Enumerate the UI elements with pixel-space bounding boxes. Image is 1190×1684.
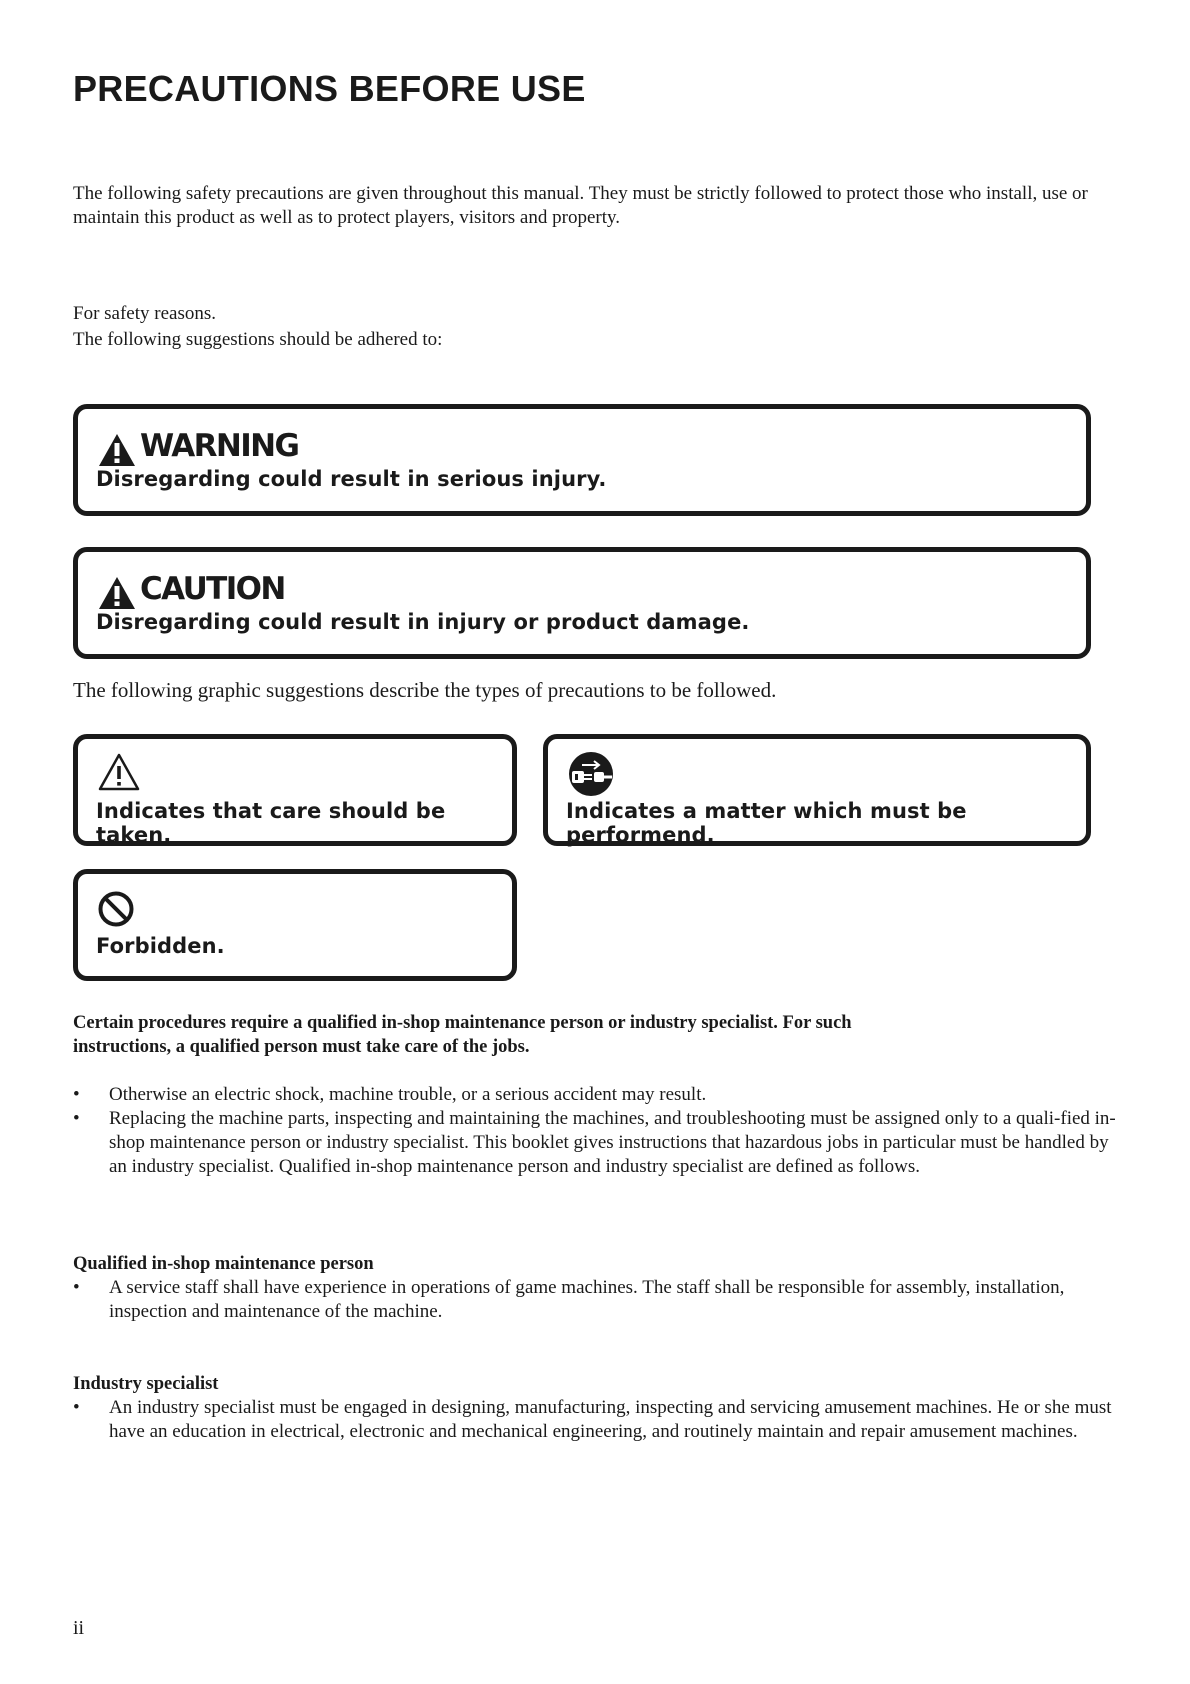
unplug-power-icon: [568, 751, 614, 797]
list-item-text: An industry specialist must be engaged in designing, manufacturing, inspecting and servicing amusement machines. He or she must have an education in electrical, electronic and mechanical engineering, and routinely maintain and repair amusement machines.: [109, 1397, 1112, 1442]
caution-heading: CAUTION: [140, 571, 285, 607]
warning-heading: WARNING: [140, 428, 299, 464]
page-title: PRECAUTIONS BEFORE USE: [73, 68, 586, 109]
caution-box: [73, 547, 1091, 659]
bullet-marker: •: [73, 1084, 80, 1105]
list-item: [73, 1276, 1125, 1324]
warning-text: Disregarding could result in serious injury.: [96, 467, 607, 491]
qualified-note-line2: instructions, a qualified person must take care of the jobs.: [73, 1037, 530, 1057]
bullet-marker: •: [73, 1108, 80, 1129]
definition-list: [73, 1276, 1125, 1324]
caution-outline-triangle-icon: [98, 753, 140, 791]
care-text: Indicates that care should be taken.: [96, 799, 446, 847]
list-item: [73, 1396, 1125, 1444]
page-number: ii: [73, 1617, 85, 1639]
care-box: [73, 734, 517, 846]
warning-triangle-icon: [98, 433, 136, 467]
list-item-text: Otherwise an electric shock, machine trouble, or a serious accident may result.: [109, 1084, 707, 1105]
intro-paragraph: The following safety precautions are given throughout this manual. They must be strictly followed to protect those who install, use or maintain this product as well as to protect players, visitors and property.: [73, 183, 1088, 228]
graphic-intro-text: The following graphic suggestions describe the types of precautions to be followed.: [73, 678, 777, 702]
adhere-suggestions-text: The following suggestions should be adhered to:: [73, 329, 443, 350]
forbidden-box: [73, 869, 517, 981]
caution-text: Disregarding could result in injury or product damage.: [96, 610, 750, 634]
list-item-text: Replacing the machine parts, inspecting and maintaining the machines, and troubleshooting must be assigned only to a quali-fied in-shop maintenance person or industry specialist. This booklet gives instructions that hazardous jobs in particular must be handled by an industry specialist. Qualified in-shop maintenance person and industry specialist are defined as follows.: [109, 1108, 1116, 1177]
bullet-marker: •: [73, 1397, 80, 1418]
perform-text: Indicates a matter which must be performend.: [566, 799, 967, 847]
definition-heading: Industry specialist: [73, 1374, 219, 1394]
definition-heading: Qualified in-shop maintenance person: [73, 1254, 374, 1274]
perform-box: [543, 734, 1091, 846]
qualified-note-list: [73, 1083, 1125, 1179]
warning-box: [73, 404, 1091, 516]
definition-list: [73, 1396, 1125, 1444]
forbidden-text: Forbidden.: [96, 934, 225, 958]
list-item: [73, 1083, 1125, 1107]
safety-reasons-text: For safety reasons.: [73, 303, 216, 324]
list-item-text: A service staff shall have experience in operations of game machines. The staff shall be responsible for assembly, installation, inspection and maintenance of the machine.: [109, 1277, 1065, 1322]
qualified-note-line1: Certain procedures require a qualified in-shop maintenance person or industry specialist. For such: [73, 1013, 852, 1033]
warning-triangle-icon: [98, 576, 136, 610]
list-item: [73, 1107, 1125, 1179]
prohibited-icon: [98, 891, 134, 927]
bullet-marker: •: [73, 1277, 80, 1298]
